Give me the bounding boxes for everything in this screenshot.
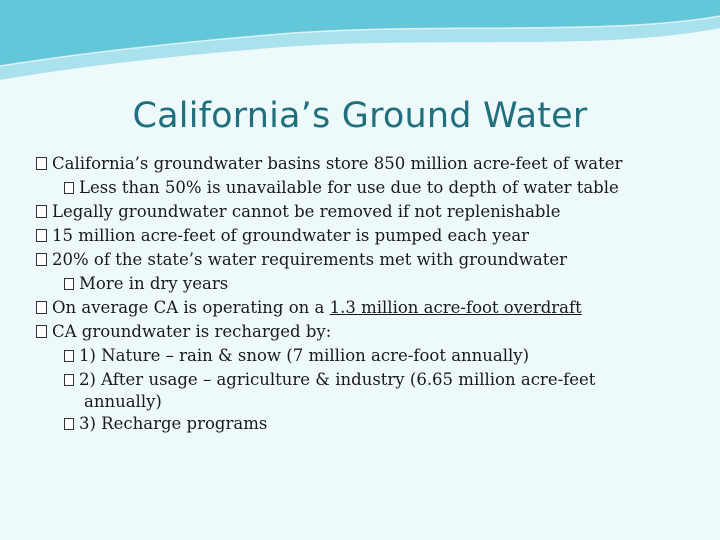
sub-bullet-item — [36, 176, 686, 200]
bullet-box-icon — [36, 301, 47, 314]
overdraft-underlined-text: 1.3 million acre-foot overdraft — [329, 298, 582, 317]
bullet-text: California’s groundwater basins store 850 million acre-feet of water — [52, 154, 623, 173]
bullet-text-line1: 2) After usage – agriculture & industry (6.65 million acre-feet — [79, 370, 596, 389]
bullet-text: 15 million acre-feet of groundwater is pumped each year — [52, 226, 530, 245]
sub-bullet-item — [36, 368, 686, 412]
slide-title: California’s Ground Water — [132, 96, 588, 136]
bullet-text: Less than 50% is unavailable for use due to depth of water table — [79, 178, 619, 197]
bullet-text: 20% of the state’s water requirements met with groundwater — [52, 250, 568, 269]
bullet-box-icon — [64, 374, 74, 386]
bullet-text: 3) Recharge programs — [79, 414, 268, 433]
bullet-text: More in dry years — [79, 274, 229, 293]
bullet-item — [36, 320, 686, 344]
bullet-box-icon — [64, 182, 74, 194]
bullet-item — [36, 248, 686, 272]
bullet-box-icon — [64, 350, 74, 362]
sub-bullet-item — [36, 272, 686, 296]
bullet-box-icon — [36, 325, 47, 338]
sub-bullet-item — [36, 344, 686, 368]
bullet-item — [36, 152, 686, 176]
bullet-box-icon — [36, 205, 47, 218]
bullet-box-icon — [64, 418, 74, 430]
bullet-text-prefix: On average CA is operating on a — [52, 298, 330, 317]
bullet-list — [36, 152, 686, 436]
bullet-box-icon — [36, 157, 47, 170]
bullet-item — [36, 200, 686, 224]
header-wave-decoration — [0, 0, 720, 90]
bullet-text: CA groundwater is recharged by: — [52, 322, 332, 341]
bullet-item — [36, 224, 686, 248]
bullet-box-icon — [64, 278, 74, 290]
bullet-item — [36, 296, 686, 320]
bullet-text: Legally groundwater cannot be removed if not replenishable — [52, 202, 561, 221]
bullet-box-icon — [36, 253, 47, 266]
bullet-text: 1) Nature – rain & snow (7 million acre-foot annually) — [79, 346, 530, 365]
sub-bullet-item — [36, 412, 686, 436]
bullet-text-line2: annually) — [84, 392, 162, 411]
bullet-box-icon — [36, 229, 47, 242]
